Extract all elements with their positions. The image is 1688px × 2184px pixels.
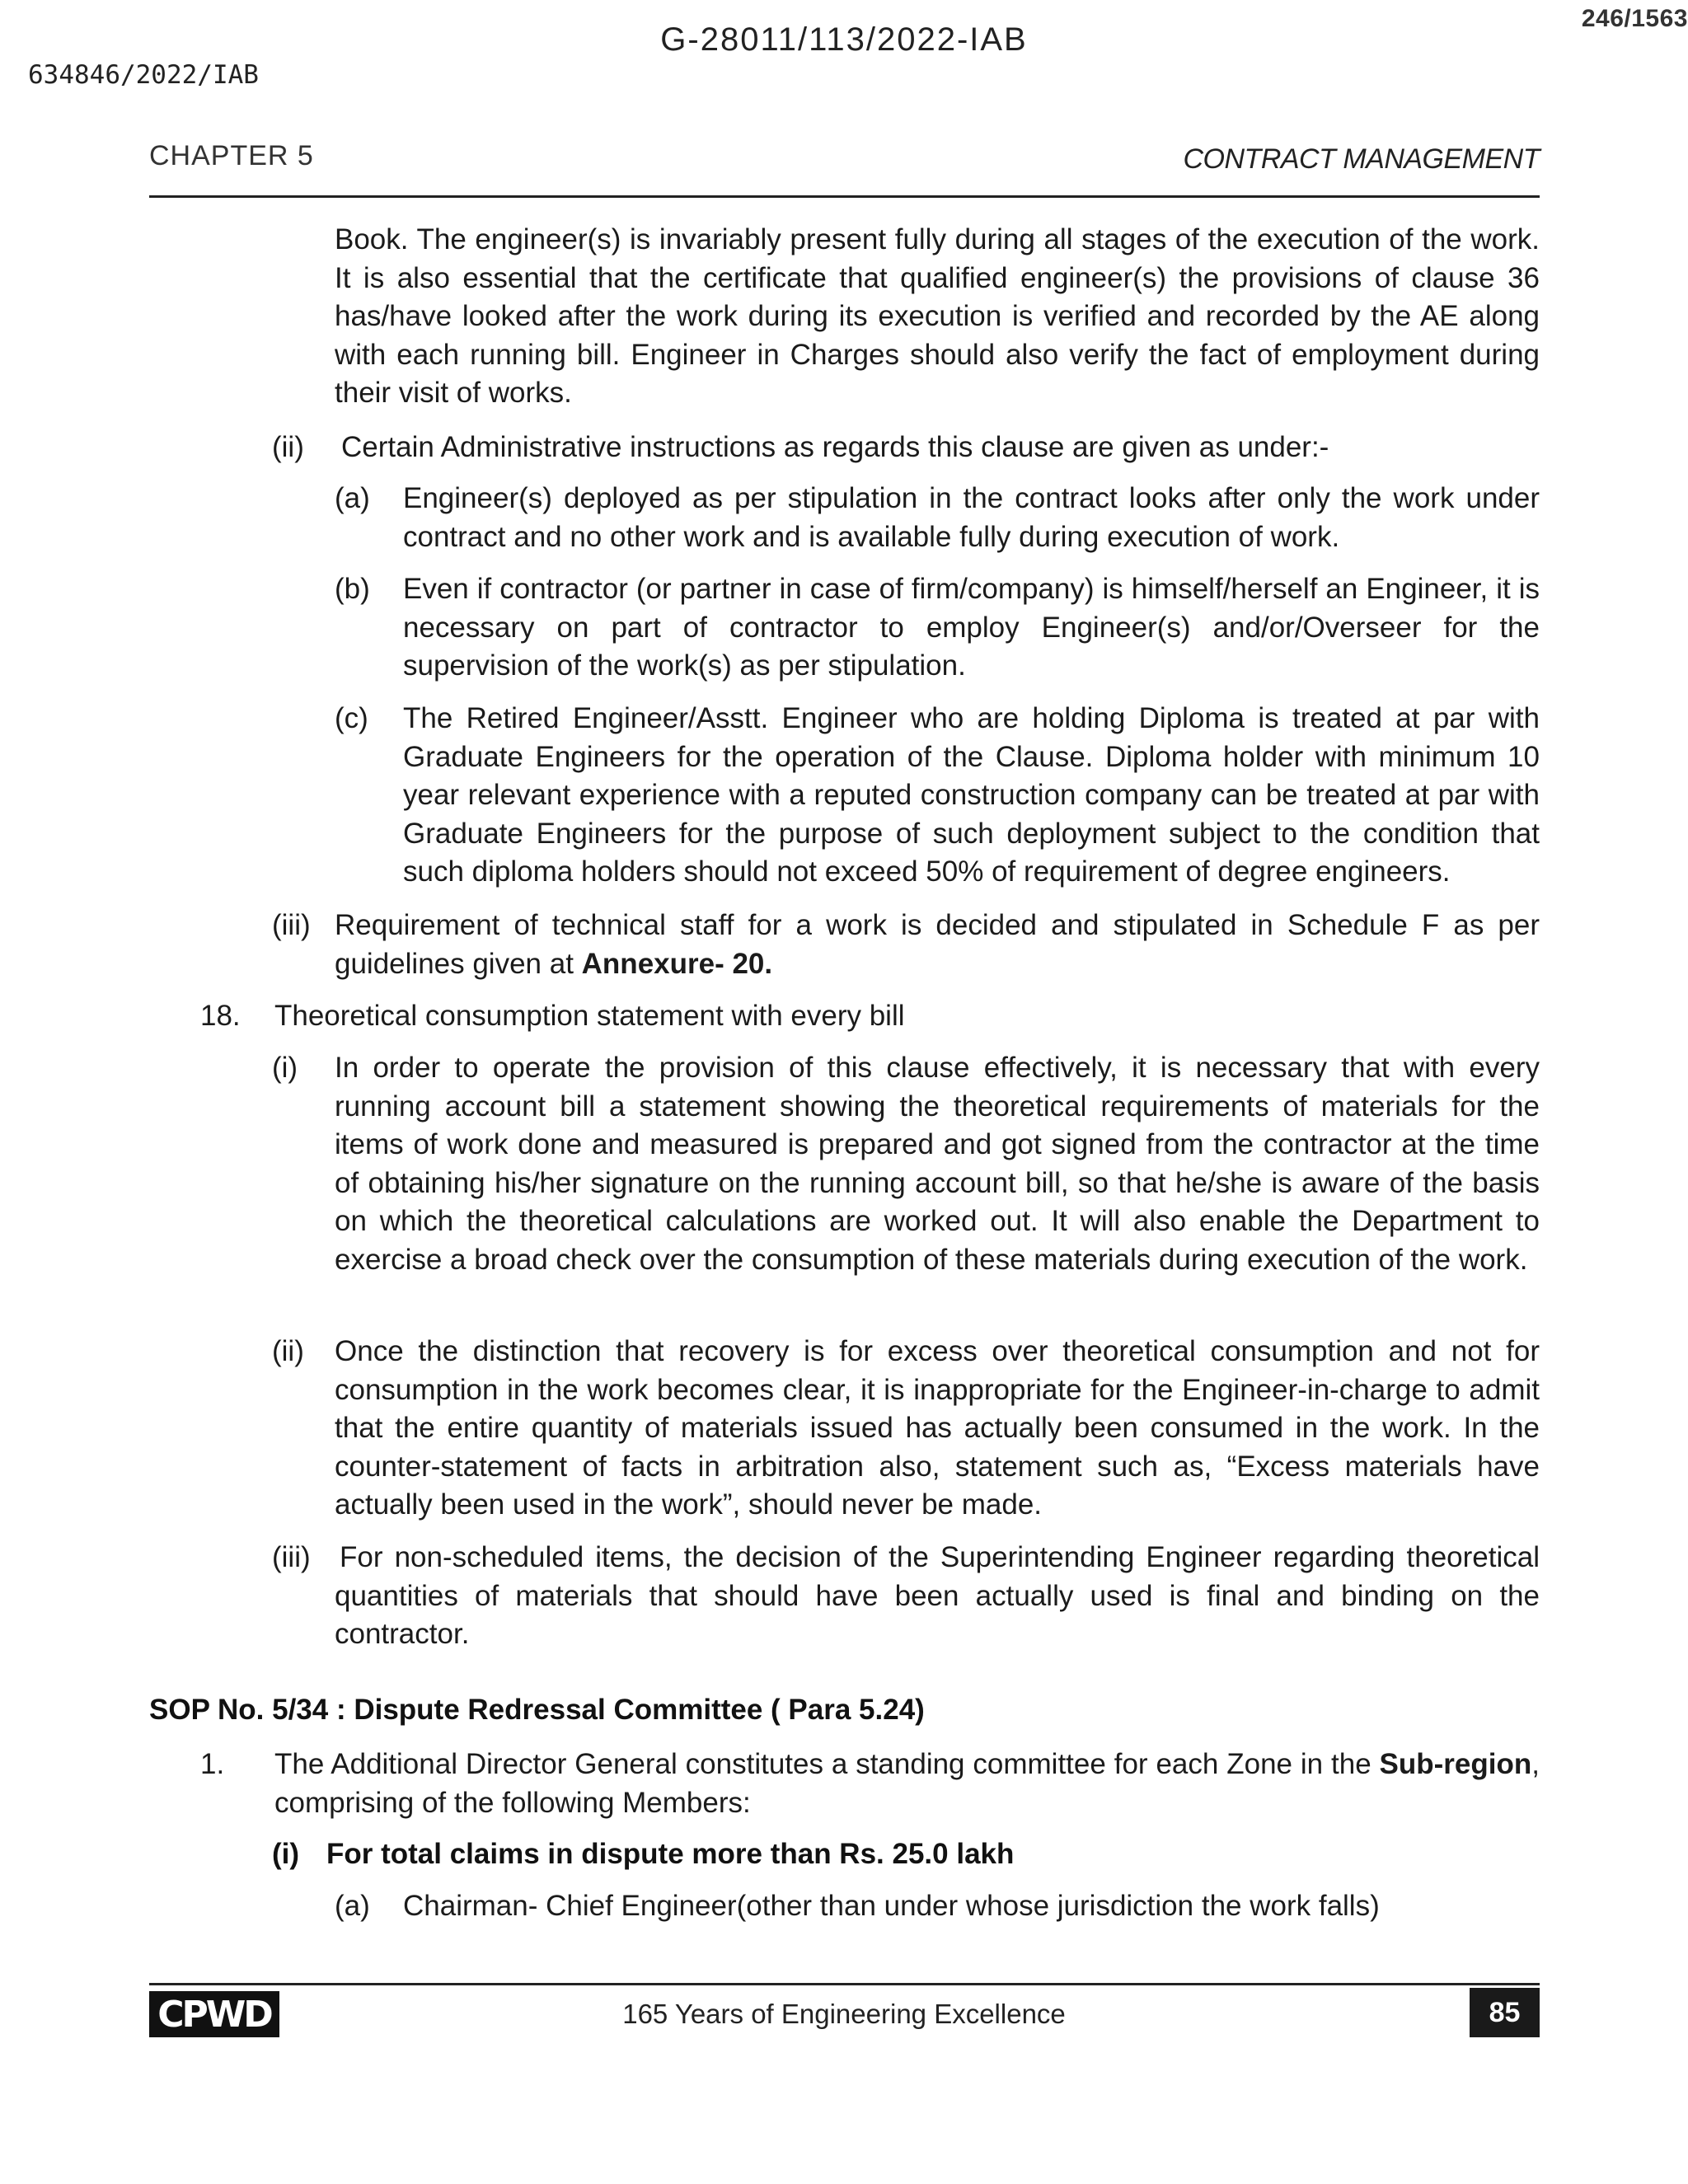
sop-sub-i-text: For total claims in dispute more than Rs. 25.0 lakh [326,1838,1015,1870]
section-18-item-i-text: In order to operate the provision of this clause effectively, it is necessary that with every running account bill a statement showing the theoretical requirements of materials for the items of work done and measured is prepared and got signed from the contractor at the time of obtaining his/her signature on the running account bill, so that he/she is aware of the basis on which the theoretical calculations are worked out. It will also enable the Department to exercise a broad check over the consumption of these materials during execution of the work. [335,1052,1540,1276]
section-18-number: 18. [200,1000,241,1032]
section-18-item-ii-text: Once the distinction that recovery is for excess over theoretical consumption and not for consumption in the work becomes clear, it is inappropriate for the Engineer-in-charge to admit that the entire quantity of materials issued has actually been consumed in the work. In the counter-statement of facts in arbitration also, statement such as, “Excess materials have actually been used in the work”, should never be made. [335,1335,1540,1521]
item-ii-text: Certain Administrative instructions as regards this clause are given as under:- [341,431,1329,463]
subitem-b-text: Even if contractor (or partner in case of firm/company) is himself/herself an Engineer, it is necessary on part of contractor to employ Engineer(s) and/or/Overseer for the supervision of the work(s) as per stipulation. [403,573,1540,682]
subitem-b-label: (b) [335,573,370,605]
section-18-item-iii-label: (iii) [272,1541,311,1573]
sub-region-emphasis: Sub-region [1379,1748,1532,1780]
reference-number: 634846/2022/IAB [28,60,259,90]
page-number: 85 [1470,1988,1540,2037]
footer-tagline: 165 Years of Engineering Excellence [622,1999,1066,2029]
header-divider [149,195,1540,198]
sop-item-1-number: 1. [200,1748,225,1780]
sop-heading: SOP No. 5/34 : Dispute Redressal Committee ( Para 5.24) [149,1694,925,1726]
section-18-item-iii-text: For non-scheduled items, the decision of the Superintending Engineer regarding theoretical quantities of materials that should have been actually used is final and binding on the contractor. [335,1541,1540,1651]
sop-sub-i-label: (i) [272,1838,300,1870]
subitem-c-text: The Retired Engineer/Asstt. Engineer who are holding Diploma is treated at par with Graduate Engineers for the operation of the Clause. Diploma holder with minimum 10 year relevant experience with a reputed construction company can be treated at par with Graduate Engineers for the purpose of such deployment subject to the condition that such diploma holders should not exceed 50% of requirement of degree engineers. [403,702,1540,888]
section-18-item-ii-label: (ii) [272,1335,304,1367]
subitem-a-text: Engineer(s) deployed as per stipulation in the contract looks after only the work under contract and no other work and is available fully during execution of work. [403,482,1540,553]
chapter-label: CHAPTER 5 [149,140,314,171]
item-iii-label: (iii) [272,909,311,941]
intro-paragraph: Book. The engineer(s) is invariably present fully during all stages of the execution of the work. It is also essential that the certificate that qualified engineer(s) the provisions of clause 36 has/have looked after the work during its execution is verified and recorded by the AE along with each running bill. Engineer in Charges should also verify the fact of employment during their visit of works. [335,223,1540,410]
annexure-reference: Annexure- 20. [581,947,773,980]
item-iii-text: Requirement of technical staff for a work is decided and stipulated in Schedule F as per guidelines given at Annexure- 20. [335,909,1540,980]
cpwd-logo: CPWD [149,1991,279,2037]
chapter-title: CONTRACT MANAGEMENT [1183,143,1540,175]
sop-sub-a-text: Chairman- Chief Engineer(other than under whose jurisdiction the work falls) [403,1890,1380,1922]
subitem-a-label: (a) [335,482,370,514]
file-number: G-28011/113/2022-IAB [660,21,1028,58]
section-18-item-i-label: (i) [272,1052,298,1084]
footer-divider [149,1983,1540,1985]
page-counter: 246/1563 [1581,5,1688,32]
sop-item-1-text: The Additional Director General constitutes a standing committee for each Zone in the Sub-region, comprising of the following Members: [274,1748,1540,1819]
sop-sub-a-label: (a) [335,1890,370,1922]
subitem-c-label: (c) [335,702,368,734]
item-ii-label: (ii) [272,431,304,463]
section-18-title: Theoretical consumption statement with every bill [274,1000,905,1032]
